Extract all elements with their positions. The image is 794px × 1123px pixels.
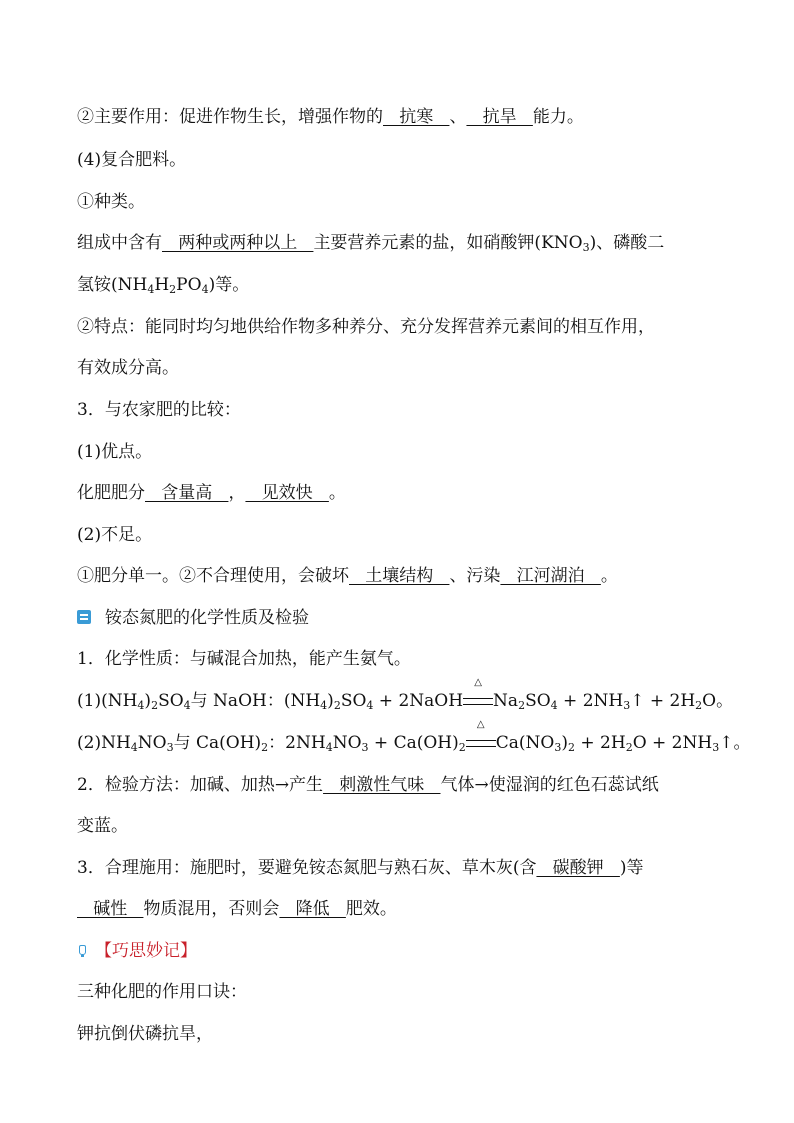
text: + Ca(OH) [368, 733, 459, 753]
text-line: 变蓝。 [77, 816, 128, 836]
text: ①肥分单一。②不合理使用，会破坏 [77, 566, 349, 586]
double-line [466, 740, 496, 747]
text: + 2H [574, 733, 626, 753]
text: ) [327, 691, 334, 711]
list-icon [77, 610, 91, 624]
text: Na [493, 691, 519, 711]
subscript: 3 [166, 741, 174, 754]
blank-answer: 土壤结构 [349, 566, 450, 586]
text: ：2NH [268, 733, 326, 753]
text: (2)NH [77, 733, 131, 753]
heating-equals-sign [466, 719, 496, 754]
text: ↑ + 2H [630, 691, 696, 711]
text: 与 NaOH：(NH [190, 691, 321, 711]
text-line [77, 274, 249, 296]
heating-equals-sign [463, 677, 493, 712]
text: ) [144, 691, 152, 711]
heat-triangle-icon: △ [476, 719, 485, 730]
text: NO [332, 733, 362, 753]
text-line: 1．化学性质：与碱混合加热，能产生氨气。 [77, 649, 411, 669]
subscript: 4 [325, 741, 333, 754]
blank-answer: 刺激性气味 [323, 775, 441, 795]
text: SO [158, 691, 184, 711]
section-heading [77, 607, 309, 629]
double-line [463, 698, 493, 705]
text-line: (1)优点。 [77, 442, 153, 462]
text: )、磷酸二 [589, 233, 665, 253]
subscript: 2 [695, 699, 703, 712]
text: 。 [600, 566, 618, 586]
text-line [77, 482, 346, 504]
subscript: 4 [183, 699, 191, 712]
subscript: 3 [361, 741, 369, 754]
blank-answer: 江河湖泊 [500, 566, 601, 586]
heat-triangle-icon: △ [474, 677, 482, 688]
text: 、 [449, 107, 467, 127]
subscript: 2 [169, 283, 177, 296]
subscript: 2 [261, 741, 269, 754]
blank-answer: 碱性 [77, 899, 144, 919]
subscript: 4 [137, 699, 145, 712]
text-line: 有效成分高。 [77, 358, 179, 378]
text-line [77, 898, 397, 920]
blank-answer: 两种或两种以上 [162, 233, 314, 253]
text: 能力。 [532, 107, 584, 127]
text: PO [176, 275, 202, 295]
tip-title: 【巧思妙记】 [95, 941, 197, 961]
text: O。 [702, 691, 734, 711]
subscript: 4 [320, 699, 328, 712]
subscript: 4 [366, 699, 374, 712]
subscript: 4 [550, 699, 558, 712]
text: 化肥肥分 [77, 483, 145, 503]
equation-line [77, 719, 751, 754]
text: SO [525, 691, 551, 711]
pencil-icon [77, 945, 87, 957]
blank-answer: 见效快 [245, 483, 329, 503]
subscript: 2 [625, 741, 633, 754]
text: ) [561, 733, 568, 753]
text-line [77, 232, 664, 254]
subscript: 3 [623, 699, 631, 712]
subscript: 3 [712, 741, 720, 754]
text: (1)(NH [77, 691, 138, 711]
subscript: 4 [130, 741, 138, 754]
text: 气体→使湿润的红色石蕊试纸 [440, 775, 659, 795]
blank-answer: 碳酸钾 [536, 858, 620, 878]
text: Ca(NO [495, 733, 555, 753]
text: ②主要作用：促进作物生长，增强作物的 [77, 107, 383, 127]
blank-answer: 降低 [279, 899, 346, 919]
section-heading-text: 铵态氮肥的化学性质及检验 [105, 608, 309, 628]
subscript: 3 [554, 741, 562, 754]
text: 组成中含有 [77, 233, 162, 253]
text: O + 2NH [632, 733, 713, 753]
text: 氢铵(NH [77, 275, 148, 295]
subscript: 2 [333, 699, 341, 712]
text-line [77, 106, 584, 128]
text: SO [340, 691, 367, 711]
text: 肥效。 [345, 899, 397, 919]
text-line: (2)不足。 [77, 525, 153, 545]
text: 物质混用，否则会 [143, 899, 280, 919]
blank-answer: 含量高 [145, 483, 229, 503]
subscript: 3 [582, 241, 590, 254]
text-line: ①种类。 [77, 192, 145, 212]
text-line: 三种化肥的作用口诀： [77, 982, 247, 1002]
text: 主要营养元素的盐，如硝酸钾(KNO [313, 233, 583, 253]
blank-answer: 抗寒 [383, 107, 450, 127]
subscript: 4 [201, 283, 209, 296]
text: H [154, 275, 170, 295]
subscript: 2 [151, 699, 159, 712]
subscript: 2 [567, 741, 575, 754]
text: )等 [619, 858, 644, 878]
text: 、污染 [449, 566, 501, 586]
text: NO [137, 733, 167, 753]
equation-line [77, 677, 734, 712]
text-line: 钾抗倒伏磷抗旱， [77, 1024, 213, 1044]
text: 2．检验方法：加碱、加热→产生 [77, 775, 324, 795]
text-line [77, 857, 644, 879]
text-line: 3．与农家肥的比较： [77, 400, 241, 420]
text-line: (4)复合肥料。 [77, 150, 187, 170]
text-line [77, 565, 618, 587]
subscript: 2 [518, 699, 526, 712]
text: + 2NH [557, 691, 624, 711]
text-line [77, 774, 659, 796]
text: )等。 [208, 275, 250, 295]
subscript: 2 [458, 741, 466, 754]
text: ， [228, 483, 246, 503]
tip-heading [77, 940, 197, 962]
text: 3．合理施用：施肥时，要避免铵态氮肥与熟石灰、草木灰(含 [77, 858, 537, 878]
text: 与 Ca(OH) [173, 733, 262, 753]
text: + 2NaOH [373, 691, 464, 711]
blank-answer: 抗旱 [466, 107, 533, 127]
text: 。 [328, 483, 346, 503]
text: ↑。 [719, 733, 751, 753]
subscript: 4 [147, 283, 155, 296]
text-line: ②特点：能同时均匀地供给作物多种养分、充分发挥营养元素间的相互作用， [77, 317, 655, 337]
